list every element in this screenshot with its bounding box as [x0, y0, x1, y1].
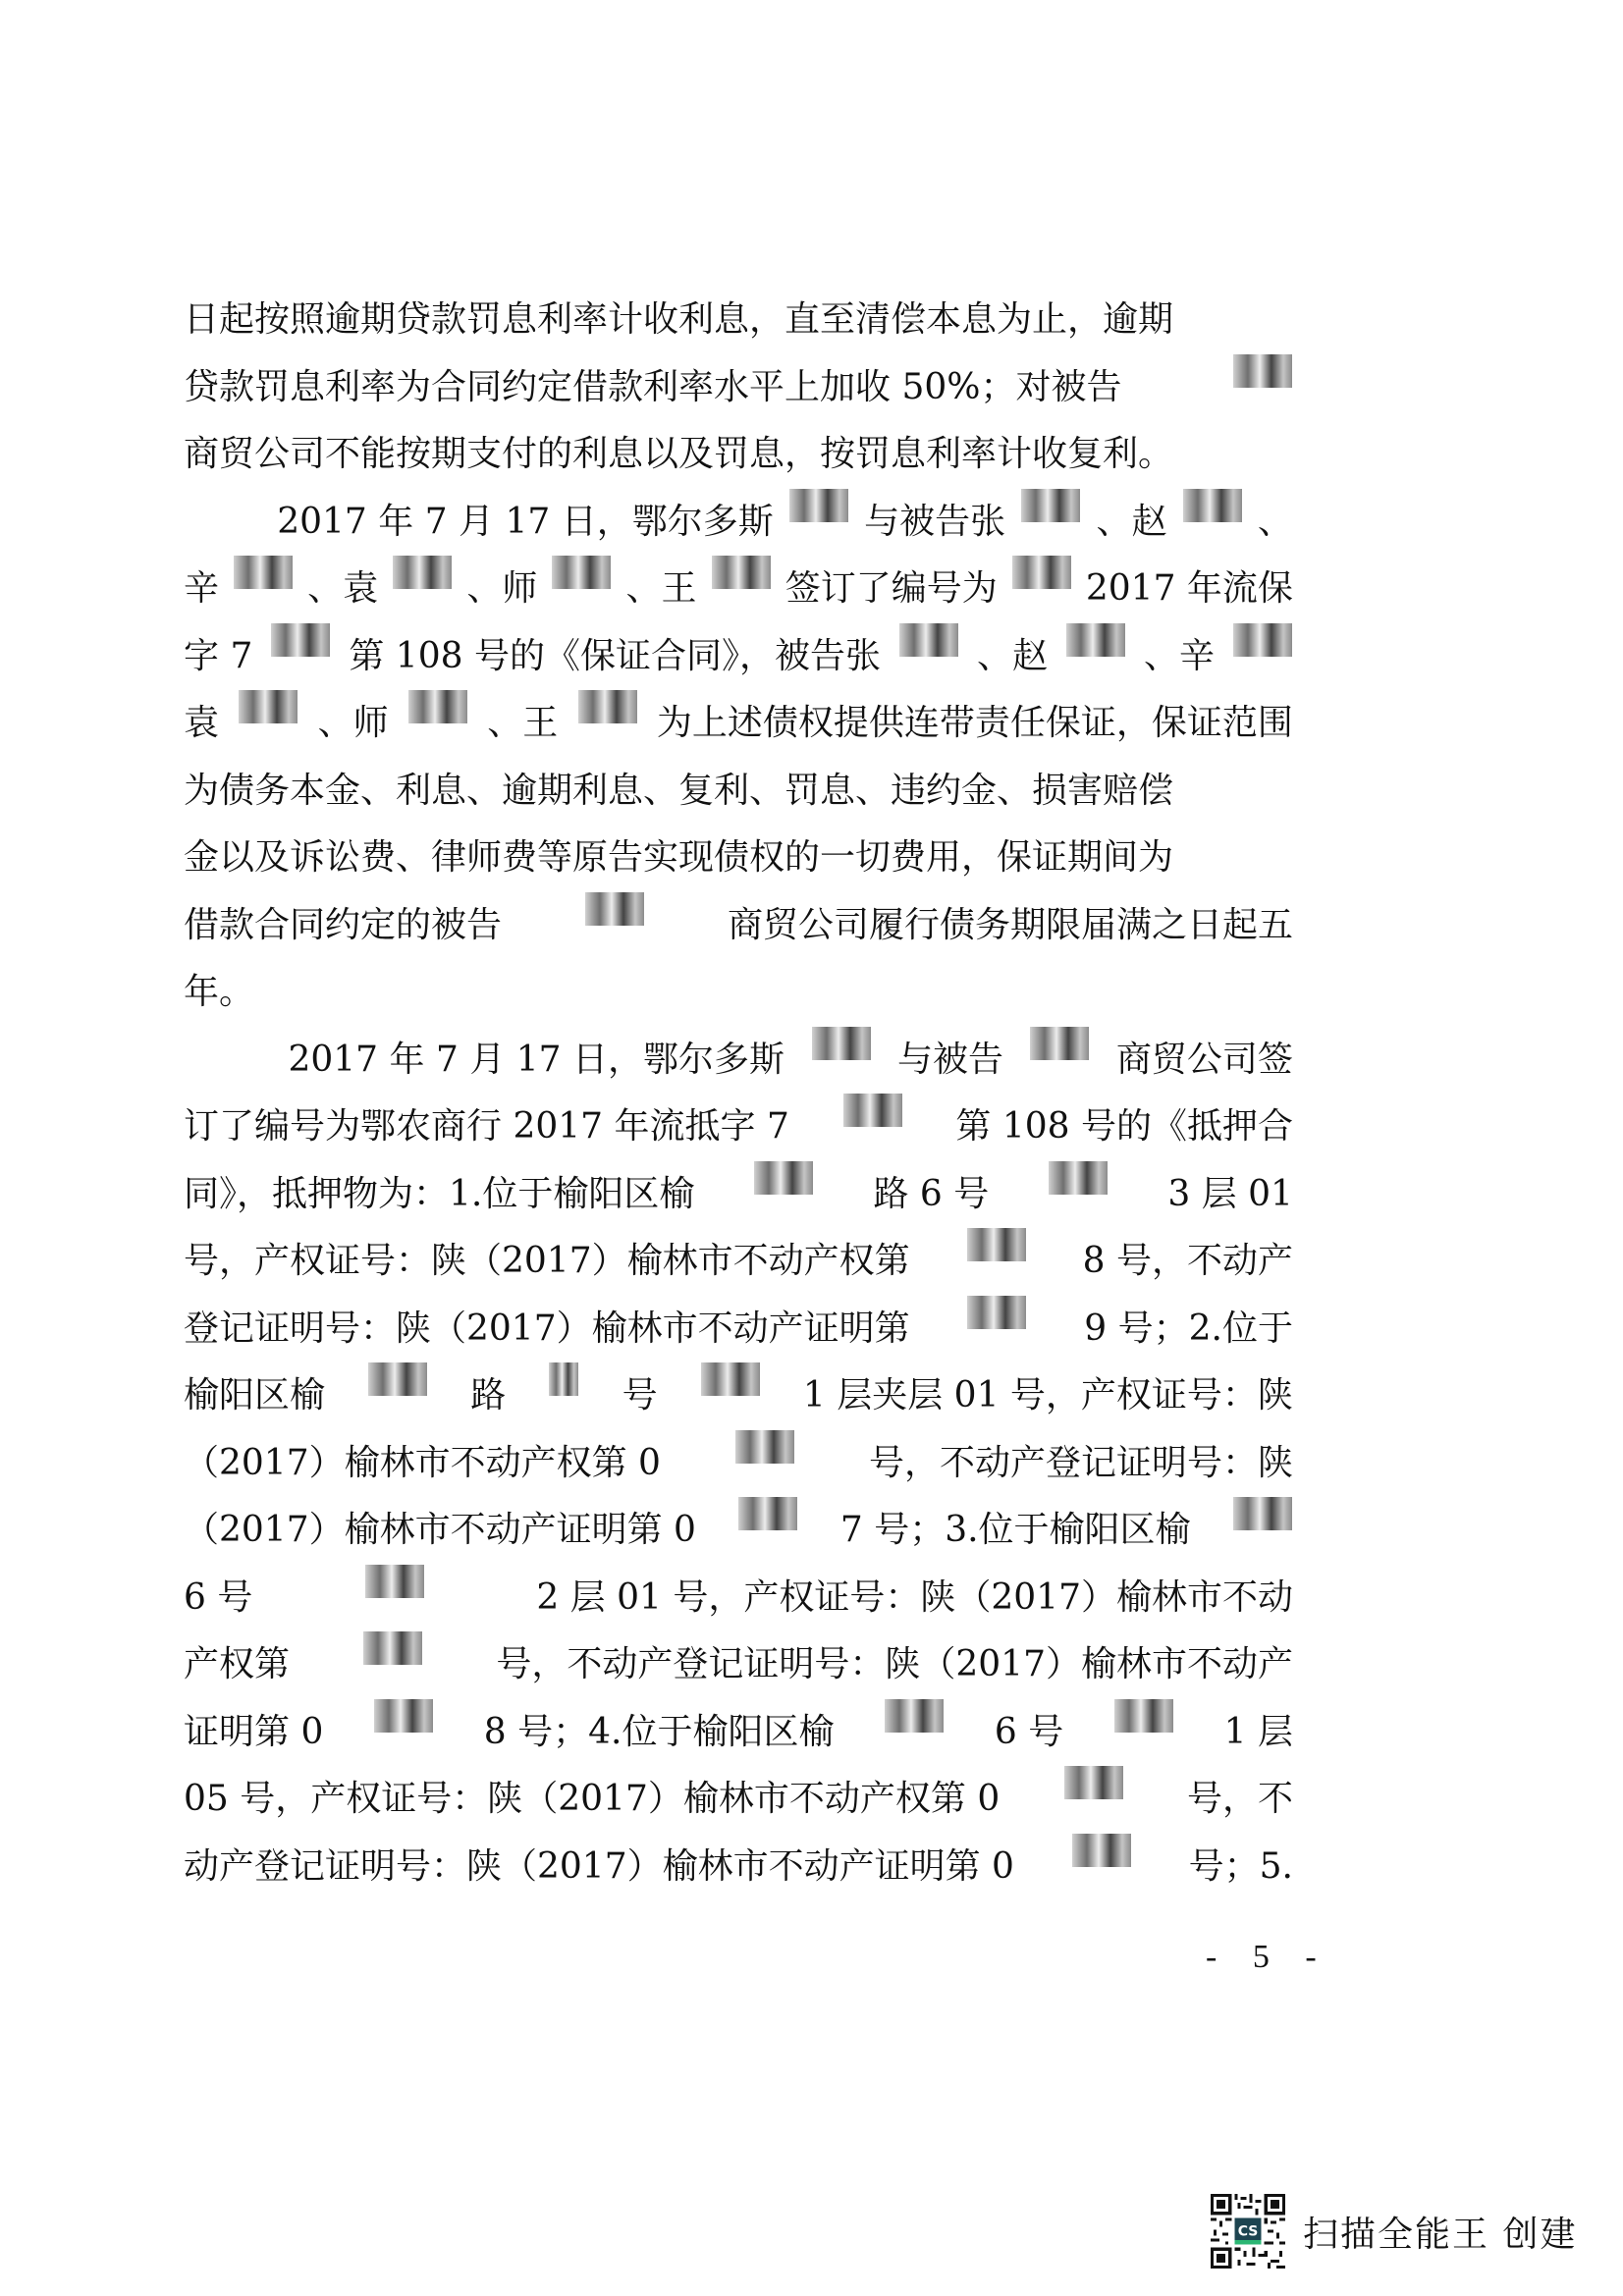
redacted-text [374, 1699, 433, 1733]
redacted-text [735, 1430, 794, 1464]
text-segment: 贷款罚息利率为合同约定借款利率水平上加收 50%；对被告 [184, 366, 1122, 407]
redacted-text [812, 1027, 871, 1060]
redacted-text [408, 690, 467, 723]
text-segment: 辛 [184, 568, 220, 609]
text-segment: 号，不 [1186, 1779, 1293, 1819]
redacted-text [843, 1094, 902, 1127]
text-line [184, 1161, 1293, 1229]
text-segment: 路 [470, 1375, 507, 1415]
text-segment: 号，不动产登记证明号：陕（2017）榆林市不动产 [496, 1644, 1293, 1684]
redacted-text [552, 556, 611, 589]
text-line [184, 1027, 1293, 1095]
text-line [184, 1565, 1293, 1632]
camscanner-watermark [1211, 2194, 1577, 2269]
text-line [184, 623, 1293, 691]
text-segment: 号 [622, 1375, 658, 1415]
text-segment: 9 号；2.位于 [1084, 1308, 1293, 1349]
watermark-text: 扫描全能王 创建 [1303, 2214, 1578, 2255]
redacted-text [789, 489, 848, 522]
text-segment: 3 层 01 [1167, 1173, 1293, 1214]
text-line [184, 1497, 1293, 1565]
text-segment: 年。 [184, 972, 255, 1012]
text-segment: （2017）榆林市不动产证明第 0 [184, 1510, 696, 1550]
redacted-text [549, 1362, 578, 1396]
text-segment: 金以及诉讼费、律师费等原告实现债权的一切费用，保证期间为 [184, 837, 1174, 878]
text-line [184, 690, 1293, 758]
redacted-text [899, 623, 958, 657]
text-line [184, 1362, 1293, 1430]
redacted-text [1064, 1766, 1123, 1799]
text-segment: 榆阳区榆 [184, 1375, 326, 1415]
redacted-text [1049, 1161, 1108, 1195]
text-segment: 1 层 [1223, 1711, 1293, 1752]
text-segment: 、辛 [1143, 635, 1215, 676]
text-segment: 、袁 [307, 568, 379, 609]
text-segment: 2017 年 7 月 17 日，鄂尔多斯 [277, 501, 774, 542]
text-segment: 6 号 [994, 1711, 1064, 1752]
redacted-text [234, 556, 293, 589]
text-segment: 同》，抵押物为：1.位于榆阳区榆 [184, 1173, 695, 1214]
text-line [184, 1430, 1293, 1498]
text-segment: 商贸公司履行债务期限届满之日起五 [727, 904, 1293, 945]
text-segment: 产权第 [184, 1644, 291, 1684]
text-line [184, 892, 1293, 960]
text-segment: 动产登记证明号：陕（2017）榆林市不动产证明第 0 [184, 1845, 1014, 1887]
redacted-text [885, 1699, 944, 1733]
page-number: - 5 - [1206, 1939, 1330, 1975]
redacted-text [1233, 1497, 1292, 1530]
text-segment: 为上述债权提供连带责任保证，保证范围 [656, 703, 1293, 743]
text-line [184, 556, 1293, 623]
redacted-text [363, 1631, 422, 1665]
redacted-text [393, 556, 452, 589]
text-segment: 05 号，产权证号：陕（2017）榆林市不动产权第 0 [184, 1779, 1001, 1819]
text-segment: 、 [1257, 501, 1293, 542]
redacted-text [1030, 1027, 1089, 1060]
text-segment: 2017 年 7 月 17 日，鄂尔多斯 [288, 1039, 785, 1080]
redacted-text [1233, 354, 1292, 388]
text-segment: 路 6 号 [873, 1173, 990, 1214]
text-segment: 、师 [317, 703, 389, 743]
redacted-text [368, 1362, 427, 1396]
text-line [184, 1699, 1293, 1767]
text-segment: 借款合同约定的被告 [184, 904, 503, 945]
text-segment: 与被告 [896, 1039, 1003, 1080]
text-segment: 、王 [487, 703, 559, 743]
text-segment: 号，产权证号：陕（2017）榆林市不动产权第 [184, 1241, 910, 1281]
text-segment: 8 号；4.位于榆阳区榆 [483, 1711, 835, 1752]
text-segment: 订了编号为鄂农商行 2017 年流抵字 7 [184, 1106, 789, 1147]
redacted-text [1072, 1834, 1131, 1867]
document-body [184, 287, 1293, 1900]
redacted-text [738, 1497, 797, 1530]
redacted-text [967, 1296, 1026, 1329]
text-line [184, 1631, 1293, 1699]
redacted-text [271, 623, 330, 657]
text-line [184, 1766, 1293, 1834]
text-line [184, 825, 1293, 892]
text-line [184, 959, 1293, 1027]
redacted-text [239, 690, 298, 723]
text-segment: 6 号 [184, 1576, 253, 1618]
text-segment: 字 7 [184, 635, 253, 676]
text-segment: 1 层夹层 01 号，产权证号：陕 [802, 1375, 1293, 1415]
text-segment: 、赵 [1096, 501, 1167, 542]
redacted-text [578, 690, 637, 723]
redacted-text [754, 1161, 813, 1195]
redacted-text [585, 892, 644, 926]
text-line [184, 1296, 1293, 1363]
redacted-text [1233, 623, 1292, 657]
text-line [184, 1834, 1293, 1901]
svg-text:CS: CS [1237, 2223, 1259, 2240]
text-segment: 、王 [625, 568, 697, 609]
text-segment: 商贸公司签 [1115, 1039, 1293, 1080]
text-segment: 袁 [184, 703, 220, 743]
text-segment: 为债务本金、利息、逾期利息、复利、罚息、违约金、损害赔偿 [184, 770, 1174, 811]
text-segment: 7 号；3.位于榆阳区榆 [839, 1510, 1191, 1550]
text-segment: 、赵 [976, 635, 1048, 676]
redacted-text [365, 1565, 424, 1598]
text-line [184, 489, 1293, 557]
text-segment: 号，不动产登记证明号：陕 [868, 1442, 1293, 1483]
text-segment: 签订了编号为 [784, 568, 998, 609]
text-segment: 号；5. [1188, 1845, 1293, 1887]
redacted-text [1012, 556, 1071, 589]
text-line [184, 1094, 1293, 1161]
text-line [184, 287, 1293, 354]
text-segment: 日起按照逾期贷款罚息利率计收利息，直至清偿本息为止，逾期 [184, 299, 1174, 340]
redacted-text [1021, 489, 1080, 522]
text-segment: 2017 年流保 [1085, 568, 1293, 609]
text-segment: 与被告张 [864, 501, 1006, 542]
text-segment: 登记证明号：陕（2017）榆林市不动产证明第 [184, 1308, 910, 1349]
qr-code-icon [1211, 2194, 1285, 2269]
text-segment: 第 108 号的《保证合同》，被告张 [349, 635, 881, 676]
text-line [184, 421, 1293, 489]
redacted-text [1066, 623, 1125, 657]
text-line [184, 354, 1293, 422]
redacted-text [712, 556, 771, 589]
text-segment: 8 号，不动产 [1082, 1241, 1293, 1281]
text-line [184, 758, 1293, 826]
redacted-text [701, 1362, 760, 1396]
text-segment: 第 108 号的《抵押合 [955, 1106, 1293, 1147]
redacted-text [1183, 489, 1242, 522]
text-line [184, 1228, 1293, 1296]
text-segment: 2 层 01 号，产权证号：陕（2017）榆林市不动 [536, 1576, 1293, 1618]
redacted-text [967, 1228, 1026, 1261]
text-segment: 证明第 0 [184, 1711, 324, 1752]
text-segment: 、师 [466, 568, 538, 609]
text-segment: 商贸公司不能按期支付的利息以及罚息，按罚息利率计收复利。 [184, 434, 1174, 474]
redacted-text [1114, 1699, 1173, 1733]
text-segment: （2017）榆林市不动产权第 0 [184, 1442, 661, 1483]
